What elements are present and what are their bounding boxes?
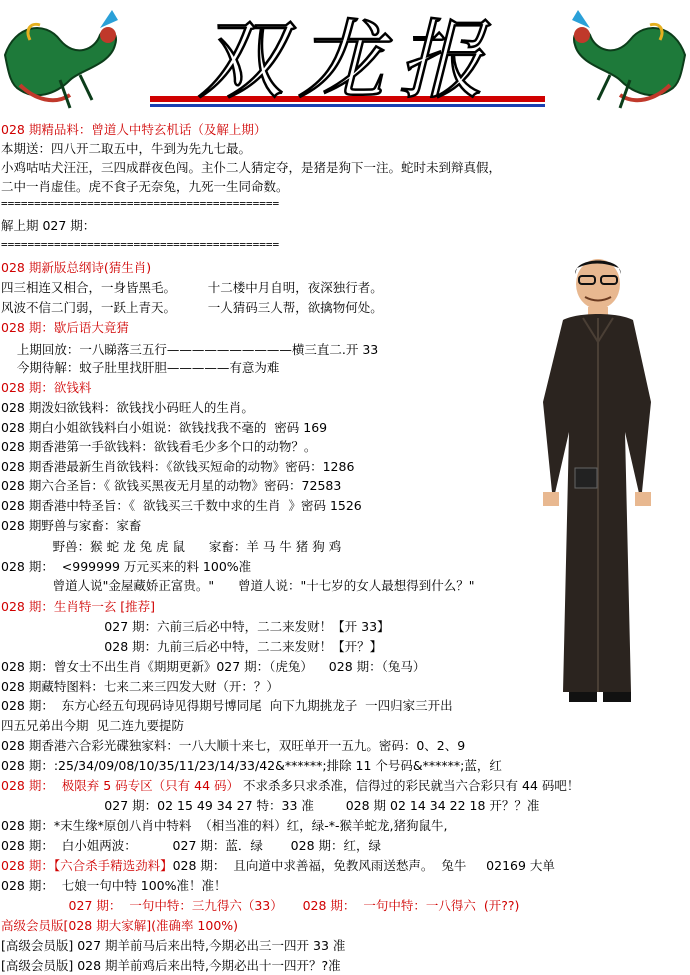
line-exclude-numbers: 028 期：:25/34/09/08/10/35/11/23/14/33/42&******;排除 11 个号码&******;蓝，红 xyxy=(1,758,502,773)
line-riddle-pending: 今期待解：蚊子肚里找肝胆—————有意为难 xyxy=(1,360,280,375)
line-money-title: 028 期：欲钱料 xyxy=(1,380,92,395)
line-heart-sutra: 028 期： 东方心经五句现码诗见得期号博同尾 向下九期挑龙子 一四归家三开出 xyxy=(1,698,453,713)
line-kill-5-codes xyxy=(1,776,579,795)
line-seven-lady: 028 期： 七娘一句中特 100%准！准！ xyxy=(1,878,227,893)
line-ms-zeng: 028 期：曾女士不出生肖《期期更新》027 期：（虎兔） 028 期：（兔马） xyxy=(1,659,426,674)
line-one-sentence: 027 期： 一句中特：三九得六（33） 028 期： 一句中特：一八得六 (开??) xyxy=(1,898,520,913)
line-eight-zodiac: 028 期：*末生缘*原创八肖中特料 （相当准的料）红，绿-*-猴羊蛇龙,猪狗鼠牛, xyxy=(1,818,448,833)
line-zodiac-027: 027 期：六前三后必中特，二二来发财！【开 33】 xyxy=(1,619,390,634)
line-zeng-says: 曾道人说"金屋藏娇正富贵。" 曾道人说："十七岁的女人最想得到什么？" xyxy=(1,578,475,593)
right-dragon-icon xyxy=(572,10,685,108)
line-disc-exclusive: 028 期香港六合彩光碟独家料：一八大顺十来七，双旺单开一五九。密码：0、2、9 xyxy=(1,738,466,753)
line-new-poem-title: 028 期新版总纲诗(猜生肖) xyxy=(1,260,152,275)
line-money-3: 028 期香港第一手欲钱料：欲钱看毛少多个口的动物？。 xyxy=(1,439,317,454)
divider-1: ========================================== xyxy=(1,197,280,210)
line-heart-sutra-2: 四五兄弟出今期 见二连九要提防 xyxy=(1,718,184,733)
line-kill-5-results: 027 期：02 15 49 34 27 特：33 准 028 期 02 14 34 22 18 开？？准 xyxy=(1,798,540,813)
masthead-title: 双龙报 xyxy=(198,11,498,111)
line-vip-028: [高级会员版] 028 期羊前鸡后来出特,今期必出十一四开？?准 xyxy=(1,958,341,973)
line-premium-title: 028 期精品料：曾道人中特玄机话（及解上期） xyxy=(1,122,267,137)
masthead-banner xyxy=(0,0,690,122)
kill-5-codes-text: 不求杀多只求杀准，信得过的彩民就当六合彩只有 44 码吧！ xyxy=(243,778,580,793)
line-money-2: 028 期白小姐欲钱料白小姐说：欲钱找我不毫的 密码 169 xyxy=(1,420,328,435)
line-two-waves: 028 期： 白小姐两波： 027 期：蓝．绿 028 期：红，绿 xyxy=(1,838,382,853)
line-hidden-picture: 028 期藏特图料：七来二来三四发大财（开：？） xyxy=(1,679,279,694)
line-prev-solution: 解上期 027 期： xyxy=(1,218,96,233)
line-riddle-title: 028 期：歇后语大竟猜 xyxy=(1,320,129,335)
killer-selection-text: 028 期： 且向道中求善福，免教风雨送愁声。 兔牛 02169 大单 xyxy=(172,858,555,873)
man-in-robe-illustration xyxy=(523,252,683,712)
line-money-4: 028 期香港最新生肖欲钱料：《欲钱买短命的动物》密码：1286 xyxy=(1,459,355,474)
line-new-poem-1: 四三相连又相合，一身皆黑毛。 十二楼中月自明，夜深独行者。 xyxy=(1,280,383,295)
line-zodiac-028: 028 期：九前三后必中特，二二来发财！【开？】 xyxy=(1,639,383,654)
line-money-5: 028 期六合圣旨：《 欲钱买黑夜无月星的动物》密码：72583 xyxy=(1,478,342,493)
line-money-1: 028 期泼妇欲钱料：欲钱找小码旺人的生肖。 xyxy=(1,400,254,415)
line-riddle-replay: 上期回放：一八睇落三五行——————————横三直二.开 33 xyxy=(1,342,379,357)
line-this-period: 本期送：四八开二取五中，牛到为先九七最。 xyxy=(1,141,252,156)
divider-2: ========================================== xyxy=(1,238,280,251)
line-killer-selection xyxy=(1,856,555,875)
line-vip-title: 高级会员版[028 期大家解](准确率 100%) xyxy=(1,918,239,933)
line-poem-2: 二中一肖虚佳。虎不食子无奈兔，九死一生同命数。 xyxy=(1,179,289,194)
line-999999: 028 期： <999999 万元买来的料 100%准 xyxy=(1,559,252,574)
line-beast-livestock: 028 期野兽与家畜：家畜 xyxy=(1,518,142,533)
line-zodiac-title: 028 期：生肖特一玄 [推荐] xyxy=(1,599,156,614)
left-dragon-icon xyxy=(5,10,118,108)
line-vip-027: [高级会员版] 027 期羊前马后来出特,今期必出三一四开 33 准 xyxy=(1,938,346,953)
killer-selection-label: 028 期：【六合杀手精选劲料】 xyxy=(1,858,173,873)
line-new-poem-2: 风波不信二门弱，一跃上青天。 一人猜码三人帮，欲擒物何处。 xyxy=(1,300,383,315)
line-beast-list: 野兽：猴 蛇 龙 兔 虎 鼠 家畜：羊 马 牛 猪 狗 鸡 xyxy=(1,539,342,554)
line-poem-1: 小鸡咕咕犬汪汪，三四成群夜色闯。主仆二人猜定夺，是猪是狗下一注。蛇时未到辩真假， xyxy=(1,160,502,175)
line-money-6: 028 期香港中特圣旨：《 欲钱买三千数中求的生肖 》密码 1526 xyxy=(1,498,362,513)
kill-5-codes-label: 028 期： 极限弃 5 码专区（只有 44 码） xyxy=(1,778,240,793)
